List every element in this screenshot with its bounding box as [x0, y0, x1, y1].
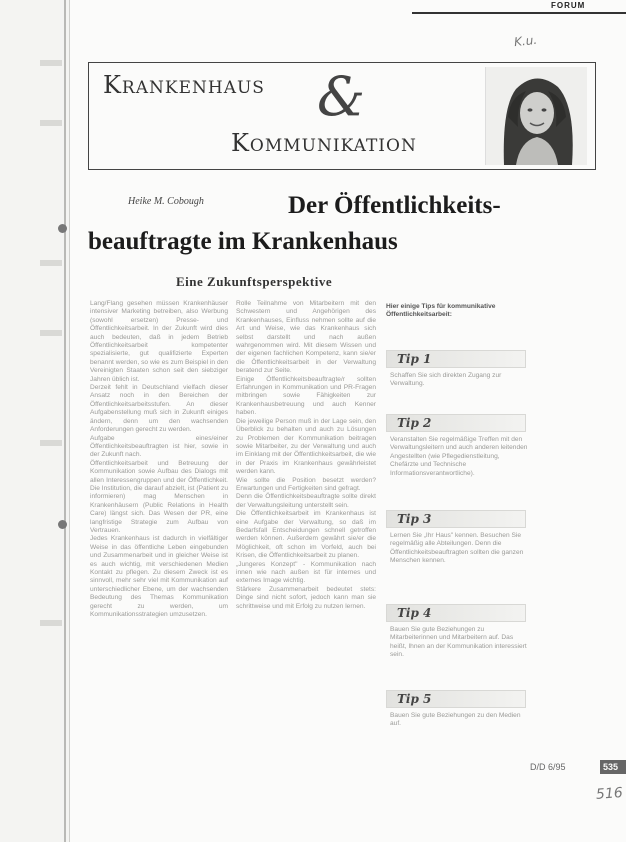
- paragraph: Aufgabe eines/einer Öffentlichkeitsbeauftragten ist hier, sowie in der Zukunft nach.: [90, 434, 228, 459]
- tip-text: Bauen Sie gute Beziehungen zu den Medien auf.: [390, 712, 521, 728]
- paragraph: Wie sollte die Position besetzt werden? Erwartungen und Fertigkeiten sind gefragt.: [236, 476, 376, 492]
- paragraph: Lang/Flang gesehen müssen Krankenhäuser intensiver Marketing betreiben, also Werbung (sowohl ersetzen) Presse- und Öffentlichkeitsarbeit. In der Zukunft wird dies auch bedeuten, daß in jedem Betrieb Öffentlichkeitsarbeit kompetenter spezialisierte, gut qualifizierte Experten benannt werden, so wie es zum Beispiel in den Vereinigten Staaten schon seit den siebziger Jahren üblich ist.: [90, 300, 228, 383]
- headline-line-2: beauftragte im Krankenhaus: [88, 228, 398, 255]
- paragraph: Stärkere Zusammenarbeit bedeutet stets: Dinge sind nicht sofort, jedoch kann man sie schrittweise und mit Erfolg zu nutzen lernen.: [236, 585, 376, 610]
- tips-intro: Hier einige Tips für kommunikative Öffentlichkeitsarbeit:: [386, 303, 496, 319]
- section-label: FORUM: [548, 1, 588, 10]
- punch-hole: [58, 520, 67, 529]
- header-rule: [412, 4, 626, 14]
- punch-hole: [58, 224, 67, 233]
- issue-label: D/D 6/95: [530, 762, 566, 772]
- tip-text: Veranstalten Sie regelmäßige Treffen mit den Verwaltungsleitern und auch anderen leitenden Angestellten (wie Pflegedienstleitung, Chefärzte und Technische Informationsverantwortliche).: [390, 436, 528, 477]
- paragraph: Rolle Teilnahme von Mitarbeitern mit den Schwestern und Angehörigen des Krankenhauses, Einfluss nehmen sollte auf die Art und Weise, wie das Krankenhaus sich selbst darstellt und nach außen wahrgenommen wird. Mit diesem Wissen und der eigenen fachlichen Kompetenz, kann sie/er die Öffentlichkeitsarbeit in der Verwaltung beratend zur Seite.: [236, 300, 376, 375]
- ghost-text-line: [40, 330, 62, 336]
- page-number: 535: [600, 760, 626, 774]
- tip-heading-box: [386, 510, 526, 528]
- banner-ampersand: &: [317, 65, 366, 128]
- paragraph: Jedes Krankenhaus ist dadurch in vielfältiger Weise in das öffentliche Leben eingebunden und Zusammenarbeit und in gleicher Weise ist es auch wichtig, mit verschiedenen Medien Kontakt zu pflegen. Zu diesem Zweck ist es sinnvoll, mehr sehr viel mit Kommunikation auf unterschiedlicher Ebene, um der wachsenden Bedeutung des Themas Kommunikation gerecht zu werden, um Kommunikationsstrategien umzusetzen.: [90, 535, 228, 619]
- page-fold-line: [64, 0, 66, 842]
- tip-text: Schaffen Sie sich direkten Zugang zur Verwaltung.: [390, 372, 502, 388]
- headline-line-1: Der Öffentlichkeits-: [288, 192, 501, 219]
- tip-label: Tip 3: [397, 512, 432, 526]
- tip-heading-box: [386, 690, 526, 708]
- tip-heading-box: [386, 414, 526, 432]
- paragraph: Derzeit fehlt in Deutschland vielfach dieser Ansatz noch in den Bereichen der Öffentlichkeitsarbeitsstufen. An dieser Aufgabenstellung muß sich in Zukunft einiges ändern, denn um den wachsenden Anforderungen gerecht zu werden.: [90, 384, 228, 434]
- tip-heading-box: [386, 350, 526, 368]
- author-byline: Heike M. Cobough: [128, 196, 204, 207]
- paragraph: „Jungeres Konzept" - Kommunikation nach innen wie nach außen ist für internes und externes Image wichtig.: [236, 560, 376, 585]
- tip-label: Tip 1: [397, 352, 432, 366]
- body-column-2: [236, 300, 376, 611]
- tip-label: Tip 4: [397, 606, 432, 620]
- paragraph: Einige Öffentlichkeitsbeauftragte/r sollten Erfahrungen in Kommunikation und PR-Fragen mitbringen sowie Fähigkeiten zur Krankenhausbetreuung und auch Kenner haben.: [236, 375, 376, 417]
- paragraph: Öffentlichkeitsarbeit und Betreuung der Kommunikation sowie Aufbau des Dialogs mit allen Interessengruppen und der Öffentlichkeit. Die Institution, die darauf abzielt, ist (Patient zu informieren) mag Menschen in Krankenhäusern (Public Relations in Health Care) längst sich. Das Wesen der PR, eine langfristige Strategie zum Aufbau von Vertrauen.: [90, 459, 228, 534]
- handwritten-note: K.u.: [513, 32, 538, 50]
- portrait-image: [486, 67, 587, 165]
- ghost-text-line: [40, 60, 62, 66]
- banner-word-krankenhaus: Krankenhaus: [103, 71, 265, 99]
- author-portrait: [485, 67, 587, 165]
- banner-word-kommunikation: Kommunikation: [231, 129, 417, 157]
- paragraph: Die jeweilige Person muß in der Lage sein, den Überblick zu behalten und auch zu Lösungen zu Problemen der Kommunikation beitragen sowie Mitarbeiter, zu der Verwaltung und auch im Einklang mit der Öffentlichkeitsarbeit, die wie in der Praxis im Krankenhaus gewährleistet werden kann.: [236, 417, 376, 476]
- tip-label: Tip 5: [397, 692, 432, 706]
- subheadline: Eine Zukunftsperspektive: [176, 274, 333, 289]
- paragraph: Denn die Öffentlichkeitsbeauftragte sollte direkt der Verwaltungsleitung unterstellt sein.: [236, 493, 376, 509]
- ghost-text-line: [40, 620, 62, 626]
- body-column-1: [90, 300, 228, 619]
- paragraph: Die Öffentlichkeitsarbeit im Krankenhaus ist eine Aufgabe der Verwaltung, so daß im Bedarfsfall Entscheidungen schnell getroffen werden können. Außerdem gewährt sie/er die Möglichkeit, oft schon im Vorfeld, auch bei Krisen, die Öffentlichkeitsarbeit zu planen.: [236, 510, 376, 560]
- handwritten-page-note: 516: [595, 785, 624, 803]
- tip-text: Bauen Sie gute Beziehungen zu Mitarbeiterinnen und Mitarbeitern auf. Das heißt, Ihnen an der Kommunikation interessiert sein.: [390, 626, 527, 659]
- neighbour-page-strip: [0, 0, 70, 842]
- ghost-text-line: [40, 120, 62, 126]
- ghost-text-line: [40, 440, 62, 446]
- banner-box: [88, 62, 596, 170]
- tip-heading-box: [386, 604, 526, 622]
- tip-label: Tip 2: [397, 416, 432, 430]
- ghost-text-line: [40, 260, 62, 266]
- tip-text: Lernen Sie „Ihr Haus" kennen. Besuchen Sie regelmäßig alle Abteilungen. Denn die Öffentlichkeitsbeauftragten sollten die ganzen Menschen kennen.: [390, 532, 524, 565]
